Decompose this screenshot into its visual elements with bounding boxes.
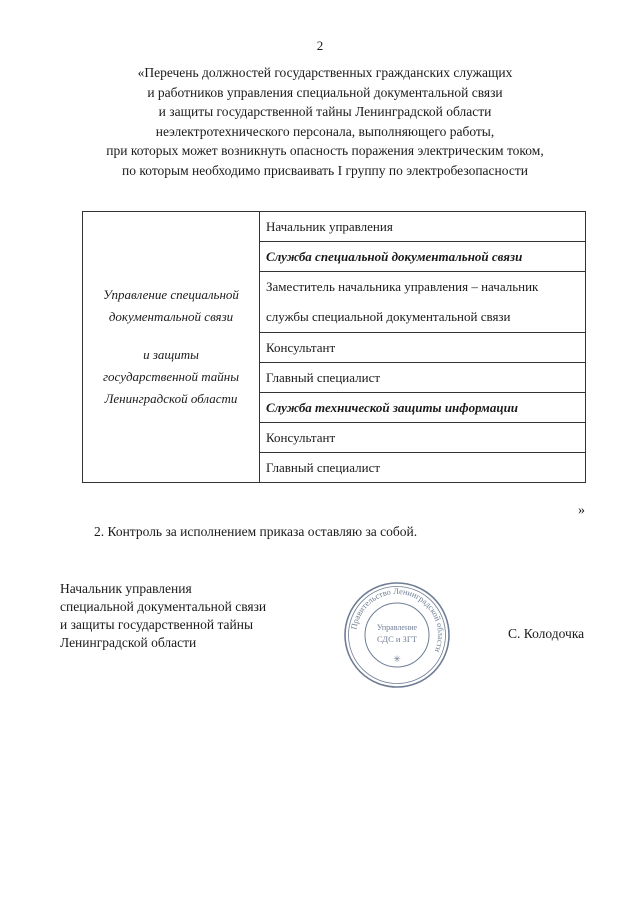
clause-2: 2. Контроль за исполнением приказа оставляю за собой. <box>94 524 418 539</box>
position-cell: Главный специалист <box>260 363 586 393</box>
heading-line: и работников управления специальной документальной связи <box>147 84 503 100</box>
heading-line: «Перечень должностей государственных гражданских служащих <box>137 65 513 80</box>
position-cell <box>260 272 586 333</box>
closing-quote: » <box>578 503 585 518</box>
signer-line: и защиты государственной тайны <box>60 617 254 632</box>
seal-center-line-2: СДС и ЗГТ <box>377 634 417 644</box>
department-line: документальной связи <box>108 309 234 324</box>
service-heading-cell: Служба технической защиты информации <box>260 393 586 423</box>
department-line: государственной тайны <box>102 369 240 384</box>
heading-line: неэлектротехнического персонала, выполняющего работы, <box>155 123 495 139</box>
position-cell: Консультант <box>260 423 586 453</box>
department-line: Управление специальной <box>103 287 239 302</box>
seal-ring-textpath: Правительство Ленинградской области <box>349 586 446 654</box>
signature-name: С. Колодочка <box>508 626 585 641</box>
department-line: и защиты <box>143 347 199 362</box>
position-cell: Консультант <box>260 333 586 363</box>
positions-table <box>82 211 586 483</box>
signer-line: Ленинградской области <box>60 635 197 650</box>
position-line: Заместитель начальника управления – начальник <box>266 279 539 294</box>
official-seal-stamp <box>342 580 452 690</box>
heading-line: по которым необходимо присваивать I группу по электробезопасности <box>122 162 528 178</box>
seal-center-line-1: Управление <box>376 623 418 632</box>
signer-title <box>60 580 266 652</box>
position-cell: Начальник управления <box>260 212 586 242</box>
heading-line: при которых может возникнуть опасность поражения электрическим током, <box>106 143 544 158</box>
heading-line: и защиты государственной тайны Ленинградской области <box>158 104 492 119</box>
service-heading-cell: Служба специальной документальной связи <box>260 242 586 272</box>
list-heading <box>40 63 610 180</box>
page-number: 2 <box>316 38 324 53</box>
position-cell: Главный специалист <box>260 453 586 483</box>
table-row <box>83 212 586 242</box>
signer-line: специальной документальной связи <box>60 599 267 614</box>
seal-star-icon: ✳ <box>393 655 401 665</box>
position-line: службы специальной документальной связи <box>266 309 511 324</box>
department-cell <box>83 212 260 483</box>
department-line: Ленинградской области <box>104 391 238 406</box>
signer-line: Начальник управления <box>60 581 192 596</box>
